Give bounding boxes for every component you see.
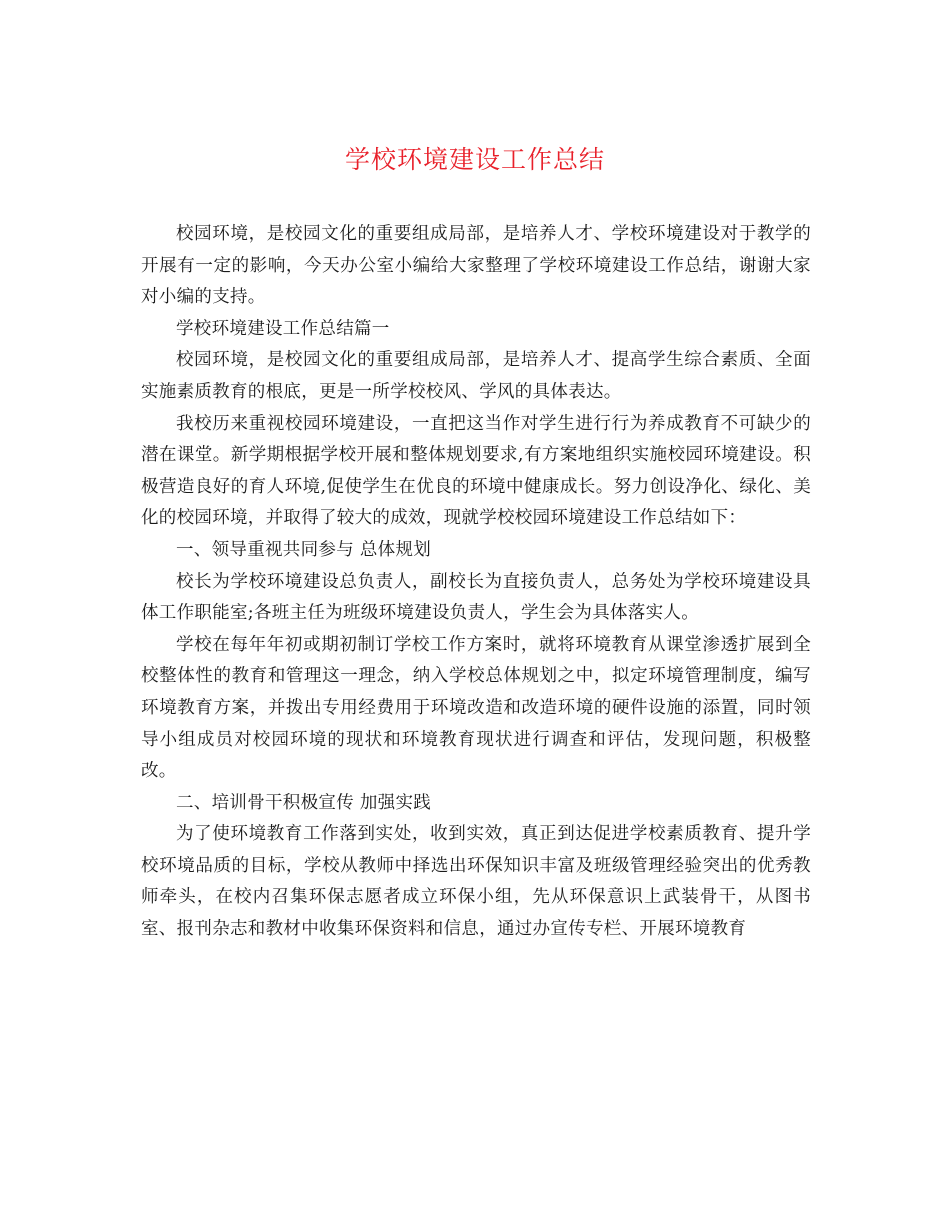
body-paragraph: 校园环境，是校园文化的重要组成局部，是培养人才、提高学生综合素质、全面实施素质教育的根底，更是一所学校校风、学风的具体表达。 <box>141 350 811 402</box>
document-title: 学校环境建设工作总结 <box>344 145 605 174</box>
body-paragraph: 为了使环境教育工作落到实处，收到实效，真正到达促进学校素质教育、提升学校环境品质的目标，学校从教师中择选出环保知识丰富及班级管理经验突出的优秀教师牵头，在校内召集环保志愿者成立环保小组，先从环保意识上武装骨干，从图书室、报刊杂志和教材中收集环保资料和信息，通过办宣传专栏、开展环境教育 <box>141 824 811 940</box>
section-heading-one: 一、领导重视共同参与 总体规划 <box>176 539 432 560</box>
intro-paragraph: 校园环境，是校园文化的重要组成局部，是培养人才、学校环境建设对于教学的开展有一定的影响，今天办公室小编给大家整理了学校环境建设工作总结，谢谢大家对小编的支持。 <box>141 224 811 308</box>
body-paragraph: 校长为学校环境建设总负责人，副校长为直接负责人，总务处为学校环境建设具体工作职能室;各班主任为班级环境建设负责人，学生会为具体落实人。 <box>141 571 811 624</box>
body-paragraph: 学校在每年年初或期初制订学校工作方案时，就将环境教育从课堂渗透扩展到全校整体性的教育和管理这一理念，纳入学校总体规划之中，拟定环境管理制度，编写环境教育方案，并拨出专用经费用于环境改造和改造环境的硬件设施的添置，同时领导小组成员对校园环境的现状和环境教育现状进行调查和评估，发现问题，积极整改。 <box>141 634 811 782</box>
section-heading-part-one: 学校环境建设工作总结篇一 <box>176 318 390 339</box>
document-body <box>141 219 811 946</box>
section-heading-two: 二、培训骨干积极宣传 加强实践 <box>176 792 432 813</box>
body-paragraph: 我校历来重视校园环境建设，一直把这当作对学生进行行为养成教育不可缺少的潜在课堂。新学期根据学校开展和整体规划要求,有方案地组织实施校园环境建设。积极营造良好的育人环境,促使学生在优良的环境中健康成长。努力创设净化、绿化、美化的校园环境，并取得了较大的成效，现就学校校园环境建设工作总结如下： <box>141 413 811 529</box>
